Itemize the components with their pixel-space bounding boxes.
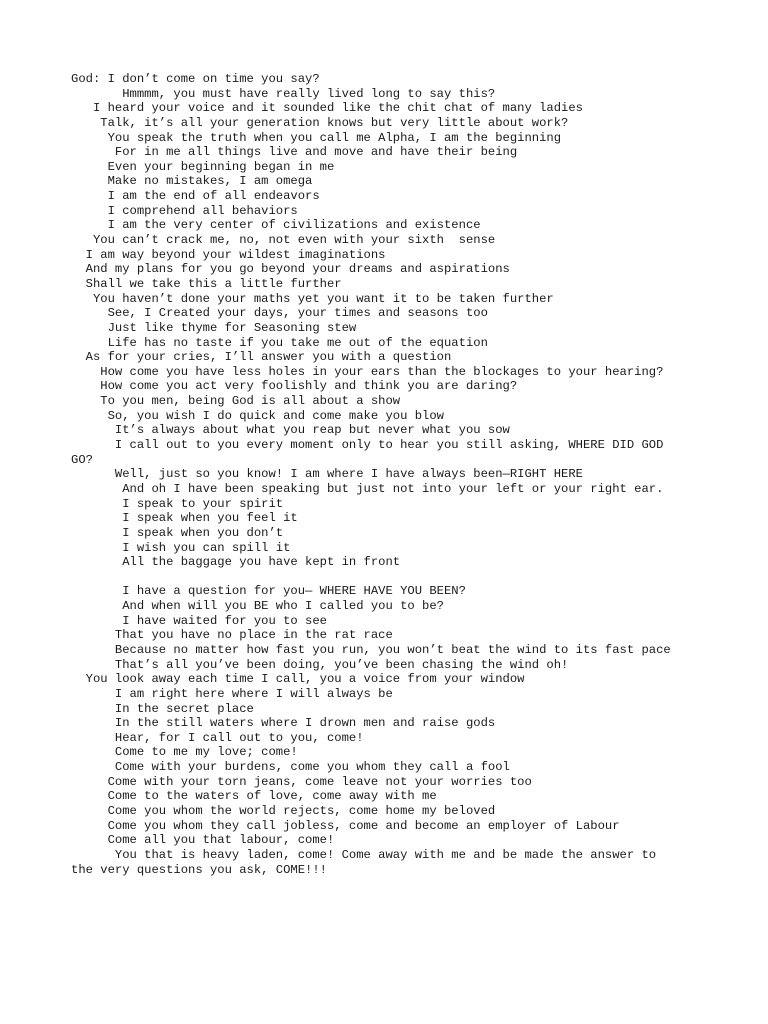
poem-line: You haven’t done your maths yet you want it to be taken further <box>71 291 554 306</box>
poem-line: I wish you can spill it <box>71 540 291 555</box>
poem-line: You can’t crack me, no, not even with your sixth sense <box>71 233 496 248</box>
poem-line: Hear, for I call out to you, come! <box>71 730 364 745</box>
poem-line: Make no mistakes, I am omega <box>71 174 313 189</box>
poem-line: I am the very center of civilizations and existence <box>71 218 481 233</box>
poem-line: As for your cries, I’ll answer you with a question <box>71 350 452 365</box>
poem-line: I speak when you feel it <box>71 511 298 526</box>
poem-line: Come all you that labour, come! <box>71 833 335 848</box>
poem-line: For in me all things live and move and have their being <box>71 145 518 160</box>
poem-line: And oh I have been speaking but just not into your left or your right ear. <box>71 481 664 496</box>
poem-line: In the still waters where I drown men and raise gods <box>71 716 496 731</box>
poem-line: To you men, being God is all about a show <box>71 394 401 409</box>
poem-line: I am the end of all endeavors <box>71 189 320 204</box>
poem-line: All the baggage you have kept in front <box>71 555 401 570</box>
poem-line: It’s always about what you reap but never what you sow <box>71 423 510 438</box>
poem-line: I comprehend all behaviors <box>71 203 298 218</box>
poem-line: I am right here where I will always be <box>71 686 393 701</box>
poem-line: How come you have less holes in your ears than the blockages to your hearing? <box>71 364 664 379</box>
poem-line: I speak to your spirit <box>71 496 284 511</box>
poem-line: That you have no place in the rat race <box>71 628 393 643</box>
poem-line: Life has no taste if you take me out of the equation <box>71 335 488 350</box>
poem-line: GO? <box>71 452 93 467</box>
poem-line: Shall we take this a little further <box>71 276 342 291</box>
poem-line: Come to the waters of love, come away with me <box>71 789 437 804</box>
poem-line: God: I don’t come on time you say? <box>71 72 320 86</box>
poem-line: I call out to you every moment only to hear you still asking, WHERE DID GOD <box>71 438 664 453</box>
poem-line: Just like thyme for Seasoning stew <box>71 320 357 335</box>
poem-line: Hmmmm, you must have really lived long to say this? <box>71 86 496 101</box>
poem-line: Talk, it’s all your generation knows but very little about work? <box>71 115 569 130</box>
poem-line: Come you whom they call jobless, come and become an employer of Labour <box>71 818 620 833</box>
poem-line: In the secret place <box>71 701 254 716</box>
poem-line: I am way beyond your wildest imaginations <box>71 247 386 262</box>
poem-line: Come you whom the world rejects, come home my beloved <box>71 804 496 819</box>
poem-line: And my plans for you go beyond your dreams and aspirations <box>71 262 510 277</box>
poem-line: Come with your torn jeans, come leave not your worries too <box>71 774 532 789</box>
poem-line: See, I Created your days, your times and seasons too <box>71 306 488 321</box>
poem-line: That’s all you’ve been doing, you’ve been chasing the wind oh! <box>71 657 569 672</box>
poem-line: Even your beginning began in me <box>71 159 335 174</box>
poem-line: You speak the truth when you call me Alpha, I am the beginning <box>71 130 562 145</box>
poem-line: How come you act very foolishly and think you are daring? <box>71 379 518 394</box>
poem-line: Come to me my love; come! <box>71 745 298 760</box>
poem-line: Because no matter how fast you run, you won’t beat the wind to its fast pace <box>71 642 671 657</box>
poem-line: So, you wish I do quick and come make you blow <box>71 408 444 423</box>
poem-line: I heard your voice and it sounded like the chit chat of many ladies <box>71 101 583 116</box>
poem-line: I have a question for you— WHERE HAVE YOU BEEN? <box>71 584 466 599</box>
poem-line: I have waited for you to see <box>71 613 327 628</box>
poem-line: Come with your burdens, come you whom they call a fool <box>71 760 510 775</box>
poem-line: And when will you BE who I called you to be? <box>71 599 444 614</box>
poem-line: I speak when you don’t <box>71 525 284 540</box>
poem-text-block <box>71 72 711 877</box>
poem-line: You that is heavy laden, come! Come away with me and be made the answer to <box>71 847 657 862</box>
poem-line: Well, just so you know! I am where I have always been—RIGHT HERE <box>71 467 583 482</box>
poem-line: the very questions you ask, COME!!! <box>71 862 327 877</box>
poem-line <box>71 570 711 585</box>
poem-line: You look away each time I call, you a voice from your window <box>71 672 525 687</box>
